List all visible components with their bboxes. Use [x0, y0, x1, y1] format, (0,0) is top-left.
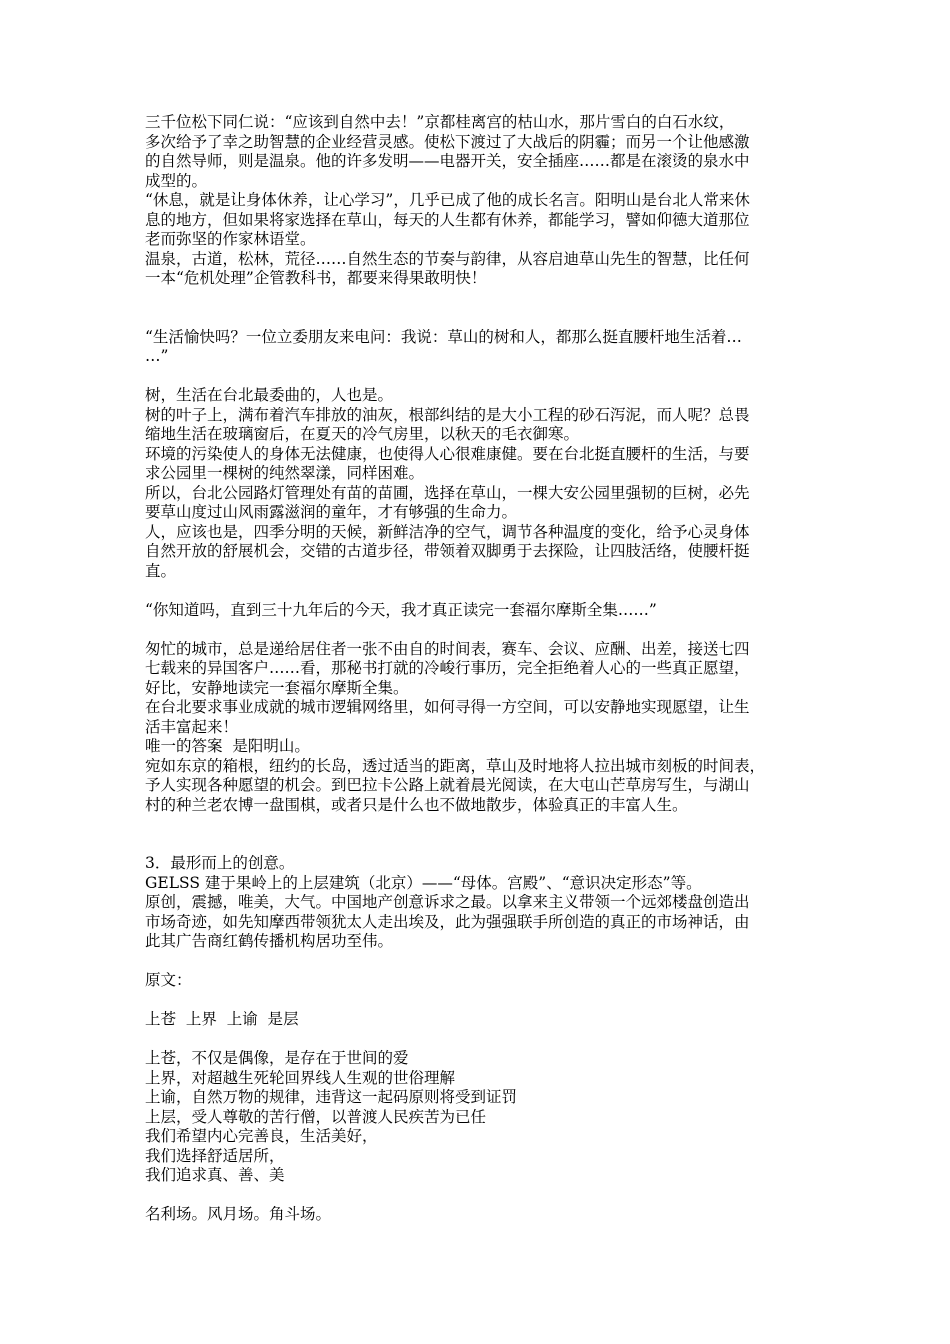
text-line: 人，应该也是，四季分明的天候，新鲜洁净的空气，调节各种温度的变化，给予心灵身体 [145, 522, 750, 541]
text-line: 我们追求真、善、美 [145, 1166, 285, 1184]
text-line: 唯一的答案 是阳明山。 [145, 737, 310, 755]
text-line: 我们希望内心完善良，生活美好， [145, 1127, 378, 1145]
text-line: 活丰富起来！ [145, 717, 239, 736]
blank-line [145, 952, 810, 972]
text-line: 三千位松下同仁说：“应该到自然中去！”京都桂离宫的枯山水，那片雪白的白石水纹， [145, 113, 735, 131]
text-line: …” [145, 347, 169, 365]
text-line: 匆忙的城市，总是递给居住者一张不由自的时间表，赛车、会议、应酬、出差，接送七四 [145, 639, 750, 658]
text-line: 所以，台北公园路灯管理处有苗的苗圃，选择在草山，一棵大安公园里强韧的巨树，必先 [145, 483, 750, 502]
text-line: 3．最形而上的创意。 [145, 854, 295, 872]
blank-line [145, 289, 810, 309]
text-line: 息的地方，但如果将家选择在草山，每天的人生都有休养，都能学习，譬如仰德大道那位 [145, 210, 750, 229]
text-line: 我们选择舒适居所， [145, 1146, 285, 1165]
blank-line [145, 367, 810, 387]
text-line: 求公园里一棵树的纯然翠漾，同样困难。 [145, 464, 425, 482]
text-line: 一本“危机处理”企管教科书，都要来得果敢明快！ [145, 269, 487, 287]
blank-line [145, 835, 810, 855]
text-line: 村的种兰老农博一盘围棋，或者只是什么也不做地散步，体验真正的丰富人生。 [145, 795, 688, 814]
text-line: 上苍，不仅是偶像，是存在于世间的爱 [145, 1049, 409, 1067]
text-line: 环境的污染使人的身体无法健康，也使得人心很难康健。要在台北挺直腰杆的生活，与要 [145, 444, 750, 463]
text-line: 好比，安静地读完一套福尔摩斯全集。 [145, 678, 409, 697]
text-line: 宛如东京的箱根，纽约的长岛，透过适当的距离，草山及时地将人拉出城市刻板的时间表， [145, 756, 766, 775]
text-line: 自然开放的舒展机会，交错的古道步径，带领着双脚勇于去探险，让四肢活络，使腰杆挺 [145, 542, 750, 560]
blank-line [145, 581, 810, 601]
text-line: 缩地生活在玻璃窗后，在夏天的冷气房里，以秋天的毛衣御寒。 [145, 425, 580, 443]
text-line: “休息，就是让身体休养，让心学习”，几乎已成了他的成长名言。阳明山是台北人常来休 [145, 191, 750, 209]
blank-line [145, 1030, 810, 1050]
text-line: 成型的。 [145, 171, 208, 190]
blank-line [145, 1186, 810, 1206]
text-line: 原文： [145, 971, 192, 989]
text-line: 多次给予了幸之助智慧的企业经营灵感。使松下渡过了大战后的阴霾；而另一个让他感激 [145, 132, 750, 151]
text-line: 在台北要求事业成就的城市逻辑网络里，如何寻得一方空间，可以安静地实现愿望，让生 [145, 698, 750, 716]
text-line: 树的叶子上，满布着汽车排放的油灰，根部纠结的是大小工程的砂石泻泥，而人呢？总畏 [145, 405, 750, 424]
text-line: 市场奇迹，如先知摩西带领犹太人走出埃及，此为强强联手所创造的真正的市场神话，由 [145, 912, 750, 931]
text-line: 上苍 上界 上谕 是层 [145, 1010, 299, 1028]
text-line: 直。 [145, 561, 177, 580]
blank-line [145, 620, 810, 640]
blank-line [145, 815, 810, 835]
text-line: 树，生活在台北最委曲的，人也是。 [145, 386, 394, 404]
text-line: GELSS 建于果岭上的上层建筑（北京）——“母体。宫殿”、“意识决定形态”等。 [145, 873, 702, 892]
text-line: 予人实现各种愿望的机会。到巴拉卡公路上就着晨光阅读，在大屯山芒草房写生，与湖山 [145, 776, 750, 794]
blank-line [145, 308, 810, 328]
text-line: 温泉，古道，松林，荒径……自然生态的节奏与韵律，从容启迪草山先生的智慧，比任何 [145, 249, 750, 268]
text-line: 上界，对超越生死轮回界线人生观的世俗理解 [145, 1068, 456, 1087]
text-line: 要草山度过山风雨露滋润的童年，才有够强的生命力。 [145, 503, 518, 521]
text-line: “你知道吗，直到三十九年后的今天，我才真正读完一套福尔摩斯全集……” [145, 600, 657, 619]
text-line: 原创，震撼，唯美，大气。中国地产创意诉求之最。以拿来主义带领一个远郊楼盘创造出 [145, 893, 750, 911]
text-line: 此其广告商红鹤传播机构居功至伟。 [145, 932, 394, 950]
text-line: 的自然导师，则是温泉。他的许多发明——电器开关，安全插座……都是在滚烫的泉水中 [145, 152, 750, 170]
text-line: “生活愉快吗？一位立委朋友来电问：我说：草山的树和人，都那么挺直腰杆地生活着… [145, 327, 742, 346]
text-line: 七载来的异国客户……看，那秘书打就的冷峻行事历，完全拒绝着人心的一些真正愿望， [145, 659, 750, 677]
blank-line [145, 991, 810, 1011]
document-body [145, 113, 810, 1225]
text-line: 老而弥坚的作家林语堂。 [145, 230, 316, 248]
text-line: 上谕，自然万物的规律，违背这一起码原则将受到证罚 [145, 1088, 518, 1106]
text-line: 上层，受人尊敬的苦行僧，以普渡人民疾苦为已任 [145, 1107, 487, 1126]
text-line: 名利场。风月场。角斗场。 [145, 1205, 332, 1223]
